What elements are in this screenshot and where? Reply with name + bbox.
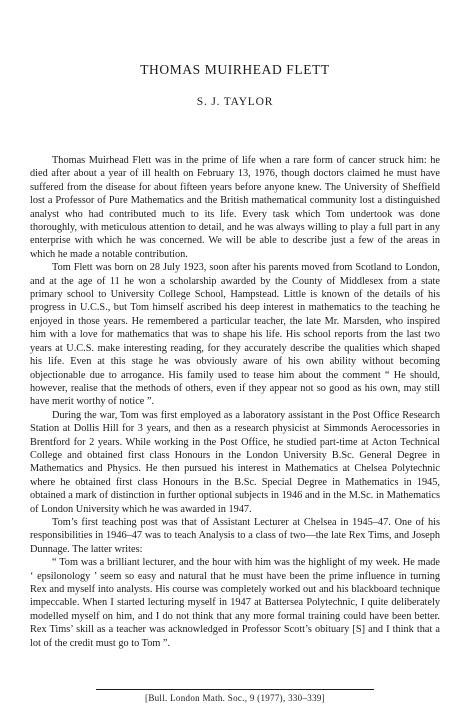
paragraph: Thomas Muirhead Flett was in the prime of life when a rare form of cancer struck him: he died after about a year of ill health on February 13, 1976, though doctors claimed he must have suffered from the disease for about fifteen years before anyone knew. The University of Sheffield lost a Professor of Pure Mathematics and the British mathematical community lost a distinguished analyst who had contributed much to its life. Every task which Tom undertook was done thoroughly, with meticulous attention to detail, and he was always willing to play a full part in any enterprise with which he was concerned. We will be able to describe just a few of the areas in which he made a notable contribution. xyxy=(30,155,440,260)
quote-paragraph: “ Tom was a brilliant lecturer, and the hour with him was the highlight of my week. He made ‘ epsilonology ’ seem so easy and natural that he must have been the prime influence in turning Rex and myself into analysts. His course was completely worked out and his blackboard technique impeccable. When I started lecturing myself in 1947 at Battersea Polytechnic, I quite deliberately modelled myself on him, and I do not think that any more formal training could have been better. Rex Tims’ skill as a teacher was acknowledged in Professor Scott’s obituary [S] and I think that a lot of the credit must go to Tom ”. xyxy=(30,557,440,649)
paragraph: During the war, Tom was first employed as a laboratory assistant in the Post Office Research Station at Dollis Hill for 3 years, and then as a research physicist at Simmonds Aerocessories in Brentford for 2 years. While working in the Post Office, he studied part-time at Acton Technical College and obtained first class Honours in the London University B.Sc. General Degree in Mathematics and Physics. He then pursued his interest in Mathematics at Chelsea Polytechnic where he obtained first class Honours in the B.Sc. Special Degree in Mathematics in 1945, obtained a mark of distinction in further optional subjects in 1946 and in the M.Sc. in Mathematics of London University which he was awarded in 1947. xyxy=(30,409,440,515)
footer-divider xyxy=(96,689,374,690)
journal-citation: [Bull. London Math. Soc., 9 (1977), 330–339] xyxy=(145,693,325,703)
paragraph: Tom Flett was born on 28 July 1923, soon after his parents moved from Scotland to London, and at the age of 11 he won a scholarship awarded by the County of Middlesex from a state primary school to University College School, Hampstead. Little is known of the details of his progress in U.C.S., but Tom himself ascribed his deep interest in mathematics to the teaching he enjoyed in those years. He remembered a particular teacher, the late Mr. Marsden, who inspired him with a love for mathematics that was to shape his life. His school reports from the last two years at U.C.S. make interesting reading, for they accurately describe the qualities which shaped his life. Even at this stage he was obviously aware of his own ability without becoming objectionable due to arrogance. His family used to tease him about the comment “ He should, however, realise that the methods of others, even if they appear not so good as his own, may still have merit worthy of notice ”. xyxy=(30,262,440,408)
author-name: S. J. TAYLOR xyxy=(196,96,274,108)
article-body xyxy=(30,154,440,650)
page-title: THOMAS MUIRHEAD FLETT xyxy=(140,62,330,77)
paragraph: Tom’s first teaching post was that of Assistant Lecturer at Chelsea in 1945–47. One of his responsibilities in 1946–47 was to teach Analysis to a class of two—the late Rex Tims, and Joseph Dunnage. The latter writes: xyxy=(30,516,440,555)
